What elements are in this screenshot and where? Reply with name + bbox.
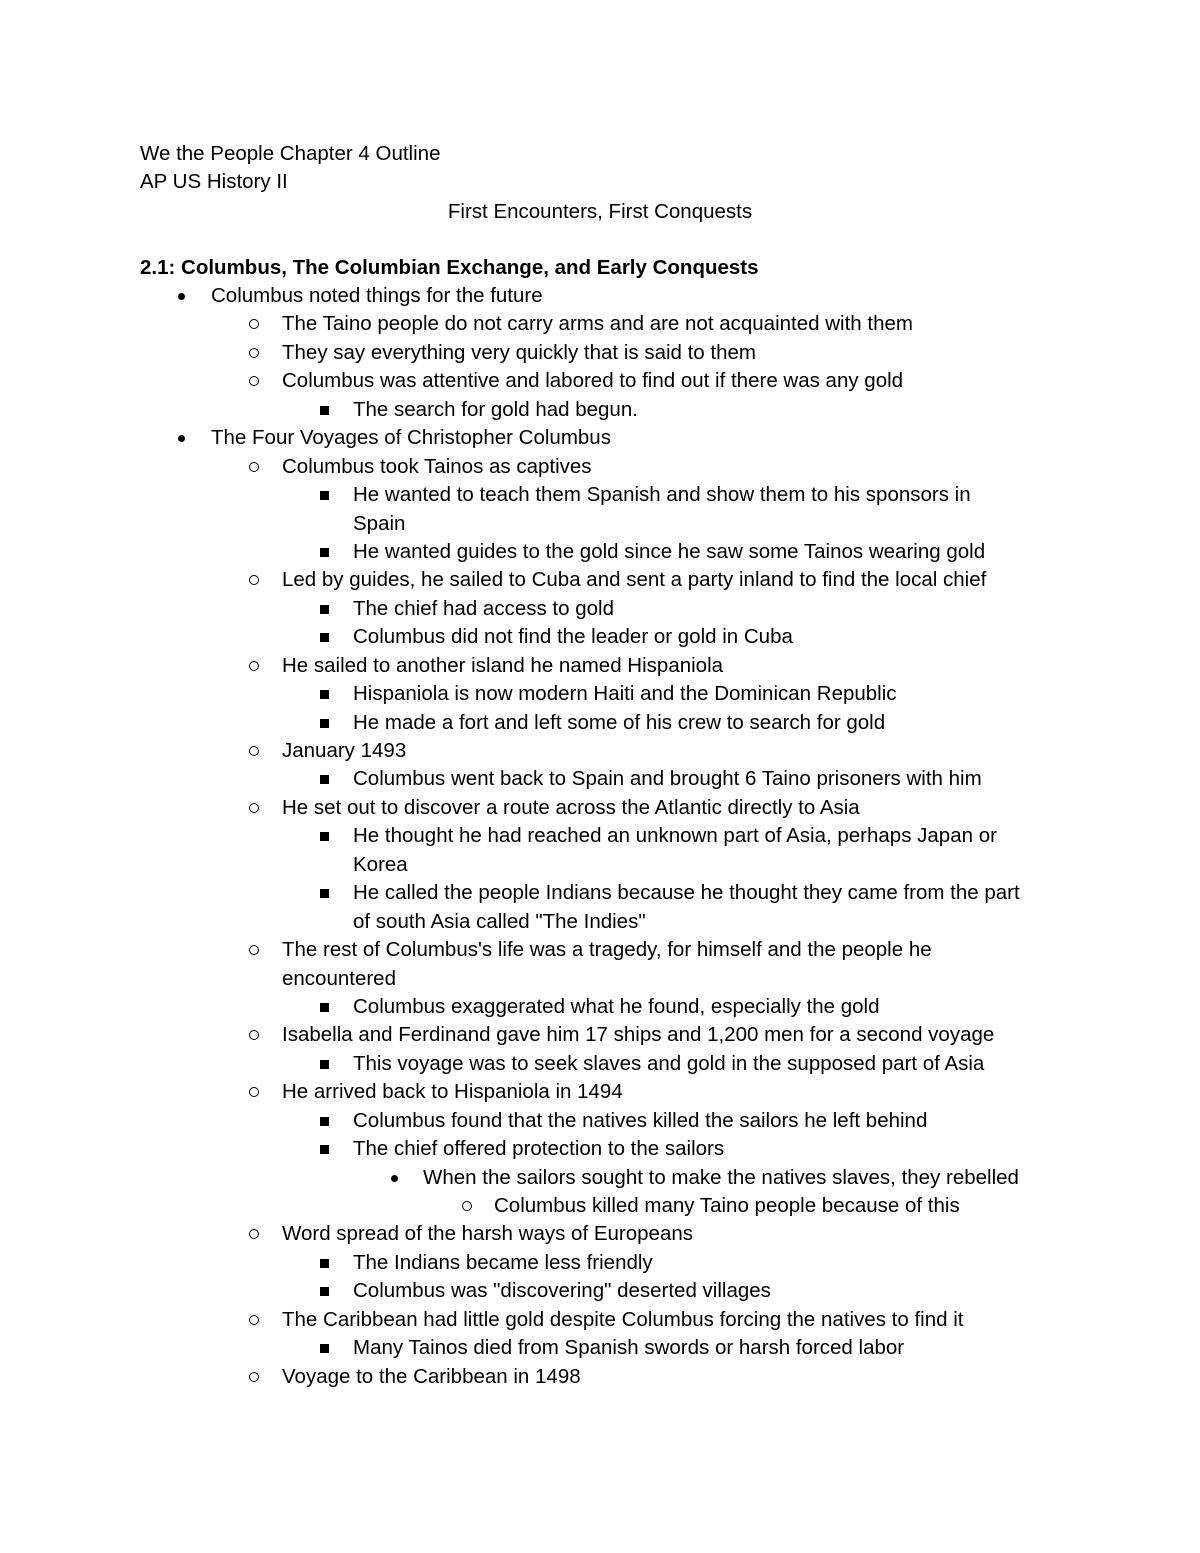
outline-item xyxy=(0,481,1200,509)
outline-item xyxy=(0,652,1200,680)
outline-item-text: The Caribbean had little gold despite Columbus forcing the natives to find it xyxy=(282,1307,964,1331)
outline-item-text: He set out to discover a route across the Atlantic directly to Asia xyxy=(282,795,860,819)
outline-item-text: Led by guides, he sailed to Cuba and sent a party inland to find the local chief xyxy=(282,568,987,592)
outline-item xyxy=(0,1107,1200,1135)
outline-item xyxy=(0,1021,1200,1049)
outline-item xyxy=(0,709,1200,737)
outline-item xyxy=(0,965,1200,993)
circle-bullet-icon xyxy=(249,945,259,955)
outline-item-text: The rest of Columbus's life was a tragedy, for himself and the people he xyxy=(282,938,932,962)
square-bullet-icon xyxy=(320,690,329,699)
square-bullet-icon xyxy=(320,491,329,500)
outline-item-text: When the sailors sought to make the natives slaves, they rebelled xyxy=(423,1165,1019,1189)
outline-item xyxy=(0,1363,1200,1391)
outline-item-text: encountered xyxy=(282,966,396,990)
square-bullet-icon xyxy=(320,1344,329,1353)
outline-item xyxy=(0,595,1200,623)
square-bullet-icon xyxy=(320,548,329,557)
outline-item-text: This voyage was to seek slaves and gold in the supposed part of Asia xyxy=(353,1051,985,1075)
circle-bullet-icon xyxy=(249,1372,259,1382)
outline-item-text: Voyage to the Caribbean in 1498 xyxy=(282,1364,581,1388)
outline-item xyxy=(0,1306,1200,1334)
outline-item xyxy=(0,993,1200,1021)
outline-item-text: The chief offered protection to the sailors xyxy=(353,1137,725,1161)
outline-item-text: Columbus killed many Taino people because of this xyxy=(494,1194,960,1217)
circle-bullet-icon xyxy=(249,1030,259,1040)
circle-bullet-icon xyxy=(249,1229,259,1239)
outline-item-text: Many Tainos died from Spanish swords or harsh forced labor xyxy=(353,1336,905,1360)
doc-title-line: We the People Chapter 4 Outline xyxy=(140,142,441,165)
outline-item xyxy=(0,282,1200,310)
square-bullet-icon xyxy=(320,1003,329,1012)
outline-item-text: The search for gold had begun. xyxy=(353,397,638,421)
square-bullet-icon xyxy=(320,775,329,784)
outline-item xyxy=(0,794,1200,822)
chapter-title: First Encounters, First Conquests xyxy=(447,200,753,223)
outline-item xyxy=(0,566,1200,594)
outline-item-text: He wanted to teach them Spanish and show them to his sponsors in xyxy=(353,483,971,507)
course-line: AP US History II xyxy=(140,170,288,193)
outline-item xyxy=(0,1078,1200,1106)
outline-item xyxy=(0,822,1200,850)
square-bullet-icon xyxy=(320,605,329,614)
outline-item-text: Korea xyxy=(353,852,408,876)
disc-bullet-icon xyxy=(178,435,185,442)
square-bullet-icon xyxy=(320,1060,329,1069)
disc-bullet-icon xyxy=(391,1175,398,1182)
outline-item-text: Columbus was attentive and labored to find out if there was any gold xyxy=(282,369,904,393)
outline-item-text: January 1493 xyxy=(282,739,407,762)
circle-bullet-icon xyxy=(249,803,259,813)
outline-item xyxy=(0,737,1200,765)
outline-item xyxy=(0,1050,1200,1078)
outline-item-text: Hispaniola is now modern Haiti and the Dominican Republic xyxy=(353,682,897,706)
square-bullet-icon xyxy=(320,1287,329,1296)
outline-item xyxy=(0,339,1200,367)
square-bullet-icon xyxy=(320,1145,329,1154)
outline-item xyxy=(0,424,1200,452)
square-bullet-icon xyxy=(320,832,329,841)
outline-item xyxy=(0,851,1200,879)
outline-item xyxy=(0,367,1200,395)
outline-item-text: Columbus was "discovering" deserted villages xyxy=(353,1279,771,1303)
circle-bullet-icon xyxy=(249,462,259,472)
outline-item-text: of south Asia called "The Indies" xyxy=(353,909,646,933)
outline-item-text: The Four Voyages of Christopher Columbus xyxy=(211,426,611,450)
outline-item-text: Columbus took Tainos as captives xyxy=(282,454,592,478)
outline-item xyxy=(0,936,1200,964)
outline-item xyxy=(0,453,1200,481)
outline-item-text: They say everything very quickly that is said to them xyxy=(282,340,756,364)
square-bullet-icon xyxy=(320,1259,329,1268)
outline-item xyxy=(0,1249,1200,1277)
outline-item-text: The chief had access to gold xyxy=(353,596,614,620)
outline-item-text: He wanted guides to the gold since he saw some Tainos wearing gold xyxy=(353,539,986,563)
square-bullet-icon xyxy=(320,889,329,898)
outline-item xyxy=(0,1220,1200,1248)
outline-item-text: Columbus noted things for the future xyxy=(211,284,543,307)
circle-bullet-icon xyxy=(462,1201,472,1211)
circle-bullet-icon xyxy=(249,746,259,756)
square-bullet-icon xyxy=(320,406,329,415)
outline-item xyxy=(0,1192,1200,1220)
outline-item-text: He called the people Indians because he thought they came from the part xyxy=(353,881,1020,905)
circle-bullet-icon xyxy=(249,348,259,358)
circle-bullet-icon xyxy=(249,376,259,386)
outline-item xyxy=(0,1164,1200,1192)
outline-item xyxy=(0,510,1200,538)
outline-item xyxy=(0,1334,1200,1362)
square-bullet-icon xyxy=(320,633,329,642)
outline-item xyxy=(0,1135,1200,1163)
outline-item-text: Columbus did not find the leader or gold in Cuba xyxy=(353,625,793,649)
outline-item-text: Columbus found that the natives killed the sailors he left behind xyxy=(353,1108,928,1132)
outline-item-text: The Taino people do not carry arms and are not acquainted with them xyxy=(282,312,913,336)
outline-item xyxy=(0,680,1200,708)
outline-item-text: Columbus went back to Spain and brought 6 Taino prisoners with him xyxy=(353,767,982,791)
outline-item xyxy=(0,310,1200,338)
outline-item-text: He sailed to another island he named Hispaniola xyxy=(282,653,724,677)
outline-item-text: He thought he had reached an unknown part of Asia, perhaps Japan or xyxy=(353,824,997,848)
outline-item xyxy=(0,879,1200,907)
outline-item xyxy=(0,765,1200,793)
outline-item-text: He arrived back to Hispaniola in 1494 xyxy=(282,1080,623,1104)
circle-bullet-icon xyxy=(249,661,259,671)
outline-item xyxy=(0,396,1200,424)
outline-list xyxy=(0,282,1200,1391)
outline-item-text: The Indians became less friendly xyxy=(353,1250,653,1274)
outline-item-text: Word spread of the harsh ways of Europeans xyxy=(282,1222,693,1246)
outline-item xyxy=(0,538,1200,566)
section-heading: 2.1: Columbus, The Columbian Exchange, and Early Conquests xyxy=(140,256,759,279)
circle-bullet-icon xyxy=(249,319,259,329)
outline-item-text: Columbus exaggerated what he found, especially the gold xyxy=(353,994,880,1018)
disc-bullet-icon xyxy=(178,293,185,300)
outline-item xyxy=(0,908,1200,936)
circle-bullet-icon xyxy=(249,575,259,585)
circle-bullet-icon xyxy=(249,1087,259,1097)
outline-item-text: Isabella and Ferdinand gave him 17 ships and 1,200 men for a second voyage xyxy=(282,1023,995,1047)
outline-item-text: He made a fort and left some of his crew to search for gold xyxy=(353,710,886,734)
square-bullet-icon xyxy=(320,1117,329,1126)
square-bullet-icon xyxy=(320,719,329,728)
outline-item xyxy=(0,623,1200,651)
circle-bullet-icon xyxy=(249,1315,259,1325)
outline-item xyxy=(0,1277,1200,1305)
outline-item-text: Spain xyxy=(353,511,406,535)
